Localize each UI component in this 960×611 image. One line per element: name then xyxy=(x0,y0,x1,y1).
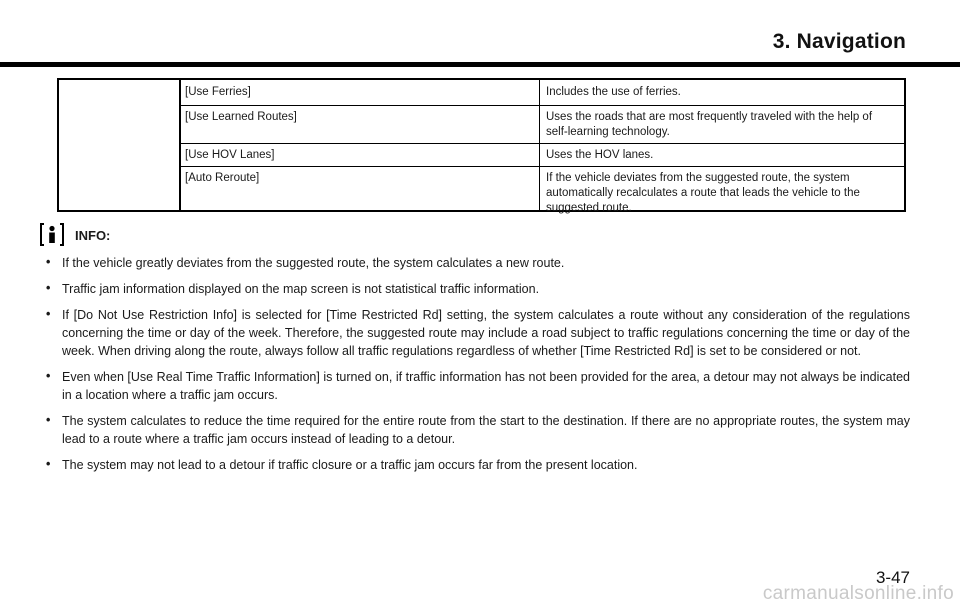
note-text: If the vehicle greatly deviates from the suggested route, the system calculates a new route. xyxy=(62,256,565,270)
page-section-title: 3. Navigation xyxy=(772,30,906,53)
setting-description: Includes the use of ferries. xyxy=(546,86,681,98)
bullet: • xyxy=(46,281,51,295)
setting-name: [Use Ferries] xyxy=(185,86,251,98)
settings-table xyxy=(57,78,906,212)
setting-name: [Use HOV Lanes] xyxy=(185,149,275,161)
list-item xyxy=(46,280,910,298)
info-notes-list xyxy=(46,254,910,482)
setting-description: Uses the roads that are most frequently traveled with the help of self-learning technology. xyxy=(546,111,873,138)
setting-name: [Use Learned Routes] xyxy=(185,111,297,123)
info-person-icon xyxy=(40,223,64,246)
list-item xyxy=(46,456,910,474)
setting-name: [Auto Reroute] xyxy=(185,172,260,184)
header-rule xyxy=(0,62,960,67)
setting-description: If the vehicle deviates from the suggested route, the system automatically recalculates a route that leads the vehicle to the suggested route. xyxy=(546,172,860,214)
bullet: • xyxy=(46,307,51,321)
bullet: • xyxy=(46,457,51,471)
note-text: The system calculates to reduce the time required for the entire route from the start to the destination. If there are no appropriate routes, the system may lead to a route where a traffic jam occurs instead of leading to a detour. xyxy=(62,414,910,446)
note-text: Traffic jam information displayed on the map screen is not statistical traffic information. xyxy=(62,282,540,296)
table-row xyxy=(179,80,904,105)
bullet: • xyxy=(46,369,51,383)
list-item xyxy=(46,412,910,448)
list-item xyxy=(46,306,910,360)
page-number: 3-47 xyxy=(875,568,910,587)
note-text: The system may not lead to a detour if traffic closure or a traffic jam occurs far from the present location. xyxy=(62,458,638,472)
table-row xyxy=(179,143,904,166)
table-row xyxy=(179,105,904,143)
note-text: Even when [Use Real Time Traffic Information] is turned on, if traffic information has not been provided for the area, a detour may not always be indicated in a location where a traffic jam occurs. xyxy=(62,370,910,402)
bullet: • xyxy=(46,413,51,427)
info-label: INFO: xyxy=(75,228,111,243)
note-text: If [Do Not Use Restriction Info] is selected for [Time Restricted Rd] setting, the system calculates a route without any consideration of the regulations concerning the time or day of the week. Therefore, the suggested route may include a road subject to traffic regulations concerning the time or day of the week. When driving along the route, always follow all traffic regulations regardless of whether [Time Restricted Rd] is set to be considered or not. xyxy=(62,308,910,358)
table-row xyxy=(179,166,904,212)
watermark: carmanualsonline.info xyxy=(762,583,954,604)
setting-description: Uses the HOV lanes. xyxy=(546,149,654,161)
list-item xyxy=(46,254,910,272)
list-item xyxy=(46,368,910,404)
bullet: • xyxy=(46,255,51,269)
